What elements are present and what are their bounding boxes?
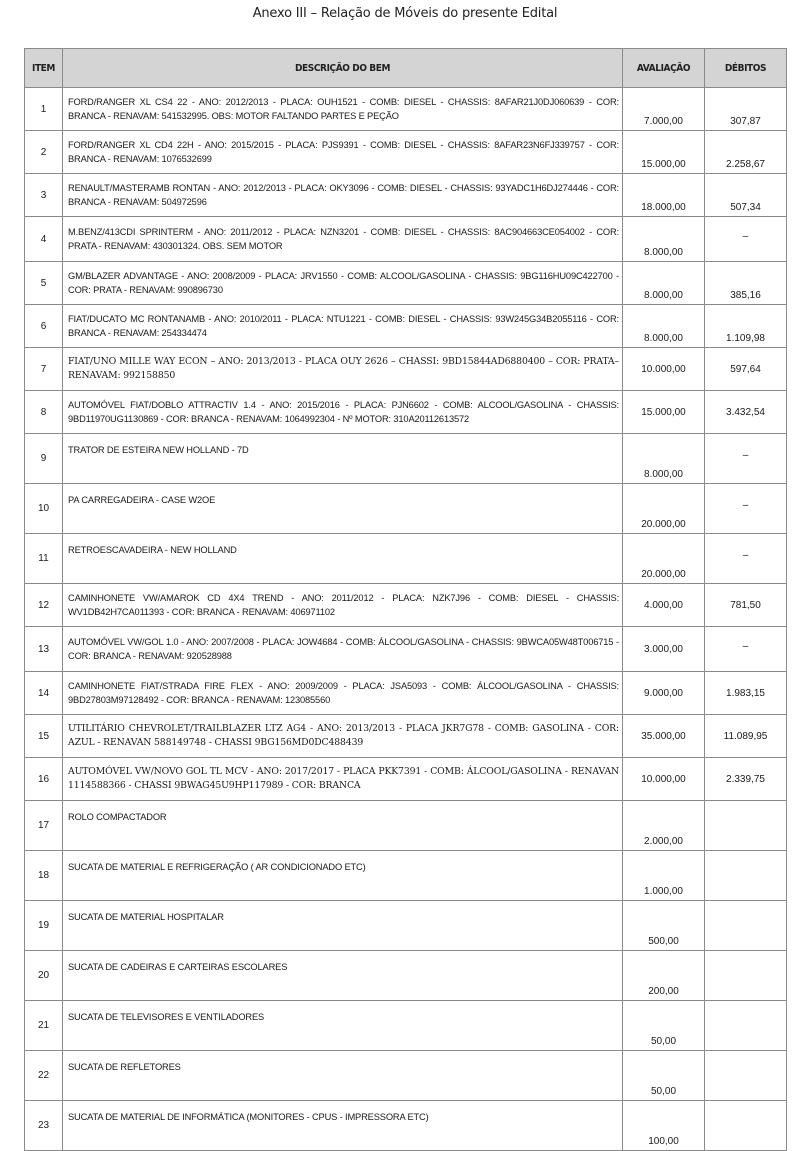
table-row xyxy=(25,391,787,434)
assets-table xyxy=(24,48,787,1151)
row-description: FORD/RANGER XL CS4 22 - ANO: 2012/2013 - PLACA: OUH1521 - COMB: DIESEL - CHASSIS: 8AFAR21J0DJ060639 - COR: BRANCA - RENAVAM: 541532995. OBS: MOTOR FALTANDO PARTES E PEÇÃO xyxy=(63,88,623,131)
row-debts xyxy=(705,951,787,1001)
row-valuation: 50,00 xyxy=(623,1051,705,1101)
table-row xyxy=(25,434,787,484)
row-debts: – xyxy=(705,534,787,584)
table-row xyxy=(25,901,787,951)
table-row xyxy=(25,484,787,534)
row-valuation: 15.000,00 xyxy=(623,131,705,174)
row-item-number: 8 xyxy=(25,391,63,434)
row-debts: 11.089,95 xyxy=(705,715,787,758)
row-valuation: 8.000,00 xyxy=(623,262,705,305)
row-valuation: 50,00 xyxy=(623,1001,705,1051)
row-item-number: 15 xyxy=(25,715,63,758)
row-debts: 2.258,67 xyxy=(705,131,787,174)
row-description: UTILITÁRIO CHEVROLET/TRAILBLAZER LTZ AG4 - ANO: 2013/2013 - PLACA JKR7G78 - COMB: GASOLINA - COR: AZUL - RENAVAN 588149748 - CHASSI 9BG156MD0DC488439 xyxy=(63,715,623,758)
table-row xyxy=(25,951,787,1001)
row-debts: 307,87 xyxy=(705,88,787,131)
header-item: ITEM xyxy=(25,49,63,88)
row-item-number: 23 xyxy=(25,1101,63,1151)
table-header-row xyxy=(25,49,787,88)
row-debts: 1.109,98 xyxy=(705,305,787,348)
row-debts: 507,34 xyxy=(705,174,787,217)
row-item-number: 9 xyxy=(25,434,63,484)
row-description: SUCATA DE MATERIAL DE INFORMÁTICA (MONITORES - CPUS - IMPRESSORA ETC) xyxy=(63,1101,623,1151)
row-item-number: 3 xyxy=(25,174,63,217)
table-row xyxy=(25,262,787,305)
row-item-number: 7 xyxy=(25,348,63,391)
row-debts: – xyxy=(705,484,787,534)
row-valuation: 500,00 xyxy=(623,901,705,951)
header-valuation: AVALIAÇÃO xyxy=(623,49,705,88)
row-debts: – xyxy=(705,217,787,262)
table-row xyxy=(25,348,787,391)
row-description: GM/BLAZER ADVANTAGE - ANO: 2008/2009 - PLACA: JRV1550 - COMB: ALCOOL/GASOLINA - CHASSIS: 9BG116HU09C422700 - COR: PRATA - RENAVAM: 990896730 xyxy=(63,262,623,305)
row-description: SUCATA DE MATERIAL HOSPITALAR xyxy=(63,901,623,951)
row-item-number: 1 xyxy=(25,88,63,131)
row-debts xyxy=(705,901,787,951)
row-item-number: 12 xyxy=(25,584,63,627)
row-debts: – xyxy=(705,434,787,484)
row-valuation: 10.000,00 xyxy=(623,348,705,391)
table-row xyxy=(25,305,787,348)
table-row xyxy=(25,584,787,627)
row-valuation: 8.000,00 xyxy=(623,434,705,484)
document-title: Anexo III – Relação de Móveis do presente Edital xyxy=(252,6,558,21)
table-row xyxy=(25,88,787,131)
row-description: AUTOMÓVEL FIAT/DOBLO ATTRACTIV 1.4 - ANO: 2015/2016 - PLACA: PJN6602 - COMB: ALCOOL/GASOLINA - CHASSIS: 9BD11970UG1130869 - COR: BRANCA - RENAVAM: 1064992304 - Nº MOTOR: 310A20112613572 xyxy=(63,391,623,434)
header-description: DESCRIÇÃO DO BEM xyxy=(63,49,623,88)
row-description: FORD/RANGER XL CD4 22H - ANO: 2015/2015 - PLACA: PJS9391 - COMB: DIESEL - CHASSIS: 8AFAR23N6FJ339757 - COR: BRANCA - RENAVAM: 1076532699 xyxy=(63,131,623,174)
row-item-number: 14 xyxy=(25,672,63,715)
row-valuation: 1.000,00 xyxy=(623,851,705,901)
row-valuation: 9.000,00 xyxy=(623,672,705,715)
row-item-number: 10 xyxy=(25,484,63,534)
row-item-number: 4 xyxy=(25,217,63,262)
row-debts: 2.339,75 xyxy=(705,758,787,801)
row-valuation: 15.000,00 xyxy=(623,391,705,434)
row-item-number: 19 xyxy=(25,901,63,951)
row-valuation: 2.000,00 xyxy=(623,801,705,851)
row-item-number: 13 xyxy=(25,627,63,672)
row-debts xyxy=(705,1051,787,1101)
table-row xyxy=(25,801,787,851)
row-debts: 781,50 xyxy=(705,584,787,627)
table-row xyxy=(25,1101,787,1151)
row-item-number: 5 xyxy=(25,262,63,305)
row-debts: 1.983,15 xyxy=(705,672,787,715)
table-row xyxy=(25,672,787,715)
row-valuation: 8.000,00 xyxy=(623,217,705,262)
row-description: AUTOMÓVEL VW/GOL 1.0 - ANO: 2007/2008 - PLACA: JOW4684 - COMB: ÁLCOOL/GASOLINA - CHASSIS: 9BWCA05W48T006715 - COR: BRANCA - RENAVAM: 920528988 xyxy=(63,627,623,672)
row-debts: – xyxy=(705,627,787,672)
row-description: CAMINHONETE FIAT/STRADA FIRE FLEX - ANO: 2009/2009 - PLACA: JSA5093 - COMB: ÁLCOOL/GASOLINA - CHASSIS: 9BD27803M97128492 - COR: BRANCA - RENAVAM: 123085560 xyxy=(63,672,623,715)
row-debts: 3.432,54 xyxy=(705,391,787,434)
row-description: RENAULT/MASTERAMB RONTAN - ANO: 2012/2013 - PLACA: OKY3096 - COMB: DIESEL - CHASSIS: 93YADC1H6DJ274446 - COR: BRANCA - RENAVAM: 504972596 xyxy=(63,174,623,217)
table-row xyxy=(25,715,787,758)
row-valuation: 3.000,00 xyxy=(623,627,705,672)
row-description: SUCATA DE MATERIAL E REFRIGERAÇÃO ( AR CONDICIONADO ETC) xyxy=(63,851,623,901)
table-row xyxy=(25,174,787,217)
row-valuation: 20.000,00 xyxy=(623,534,705,584)
row-debts: 385,16 xyxy=(705,262,787,305)
row-item-number: 18 xyxy=(25,851,63,901)
row-debts xyxy=(705,851,787,901)
row-item-number: 2 xyxy=(25,131,63,174)
row-valuation: 35.000,00 xyxy=(623,715,705,758)
row-debts xyxy=(705,1001,787,1051)
table-row xyxy=(25,851,787,901)
row-valuation: 20.000,00 xyxy=(623,484,705,534)
row-description: AUTOMÓVEL VW/NOVO GOL TL MCV - ANO: 2017/2017 - PLACA PKK7391 - COMB: ÁLCOOL/GASOLINA - RENAVAN 1114588366 - CHASSI 9BWAG45U9HP117989 - COR: BRANCA xyxy=(63,758,623,801)
table-row xyxy=(25,131,787,174)
table-row xyxy=(25,758,787,801)
row-valuation: 4.000,00 xyxy=(623,584,705,627)
row-item-number: 16 xyxy=(25,758,63,801)
table-row xyxy=(25,1001,787,1051)
row-description: CAMINHONETE VW/AMAROK CD 4X4 TREND - ANO: 2011/2012 - PLACA: NZK7J96 - COMB: DIESEL - CHASSIS: WV1DB42H7CA011393 - COR: BRANCA - RENAVAM: 406971102 xyxy=(63,584,623,627)
row-description: SUCATA DE CADEIRAS E CARTEIRAS ESCOLARES xyxy=(63,951,623,1001)
row-valuation: 200,00 xyxy=(623,951,705,1001)
row-item-number: 17 xyxy=(25,801,63,851)
row-valuation: 7.000,00 xyxy=(623,88,705,131)
row-description: M.BENZ/413CDI SPRINTERM - ANO: 2011/2012 - PLACA: NZN3201 - COMB: DIESEL - CHASSIS: 8AC904663CE054002 - COR: PRATA - RENAVAM: 430301324. OBS. SEM MOTOR xyxy=(63,217,623,262)
row-valuation: 8.000,00 xyxy=(623,305,705,348)
row-description: SUCATA DE REFLETORES xyxy=(63,1051,623,1101)
row-description: ROLO COMPACTADOR xyxy=(63,801,623,851)
row-valuation: 10.000,00 xyxy=(623,758,705,801)
row-item-number: 22 xyxy=(25,1051,63,1101)
row-valuation: 100,00 xyxy=(623,1101,705,1151)
row-item-number: 21 xyxy=(25,1001,63,1051)
row-description: SUCATA DE TELEVISORES E VENTILADORES xyxy=(63,1001,623,1051)
table-row xyxy=(25,217,787,262)
table-row xyxy=(25,627,787,672)
table-row xyxy=(25,1051,787,1101)
header-debts: DÉBITOS xyxy=(705,49,787,88)
row-description: FIAT/UNO MILLE WAY ECON – ANO: 2013/2013 - PLACA OUY 2626 – CHASSI: 9BD15844AD6880400 – COR: PRATA– RENAVAM: 992158850 xyxy=(63,348,623,391)
row-description: PA CARREGADEIRA - CASE W2OE xyxy=(63,484,623,534)
row-debts xyxy=(705,801,787,851)
row-item-number: 11 xyxy=(25,534,63,584)
row-valuation: 18.000,00 xyxy=(623,174,705,217)
row-item-number: 6 xyxy=(25,305,63,348)
row-debts: 597,64 xyxy=(705,348,787,391)
row-debts xyxy=(705,1101,787,1151)
row-description: RETROESCAVADEIRA - NEW HOLLAND xyxy=(63,534,623,584)
row-item-number: 20 xyxy=(25,951,63,1001)
row-description: TRATOR DE ESTEIRA NEW HOLLAND - 7D xyxy=(63,434,623,484)
table-row xyxy=(25,534,787,584)
row-description: FIAT/DUCATO MC RONTANAMB - ANO: 2010/2011 - PLACA: NTU1221 - COMB: DIESEL - CHASSIS: 93W245G34B2055116 - COR: BRANCA - RENAVAM: 254334474 xyxy=(63,305,623,348)
